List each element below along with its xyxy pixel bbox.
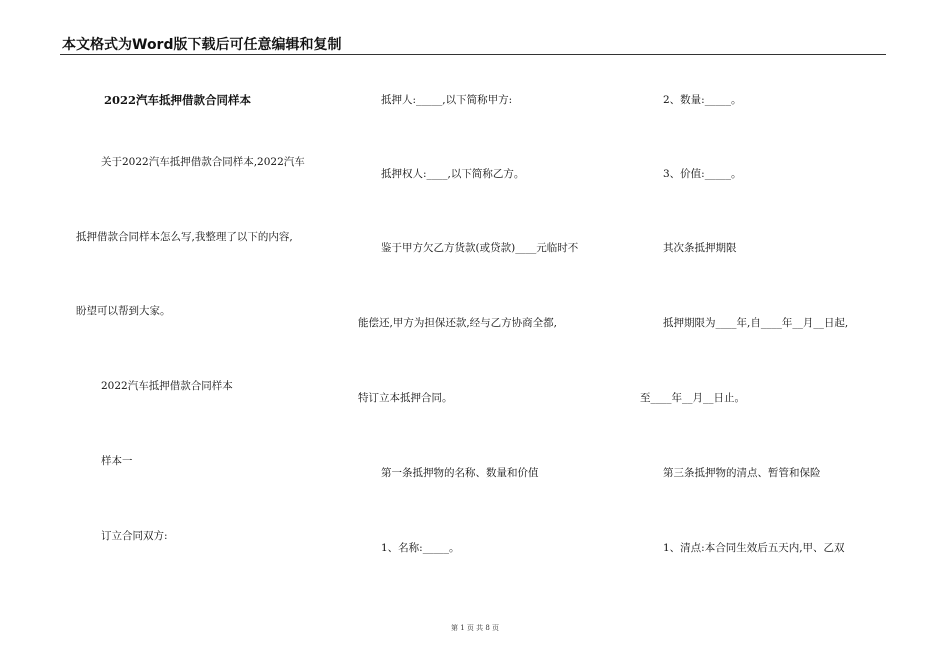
left-line-subtitle: 2022汽车抵押借款合同样本 bbox=[101, 380, 233, 392]
left-line-intro-1: 关于2022汽车抵押借款合同样本,2022汽车 bbox=[101, 156, 305, 168]
right-line-inventory: 1、清点:本合同生效后五天内,甲、乙双 bbox=[663, 542, 845, 554]
middle-line-mortgagor: 抵押人:_____,以下简称甲方: bbox=[381, 94, 513, 106]
middle-line-whereas-3: 特订立本抵押合同。 bbox=[358, 392, 453, 404]
document-title: 2022汽车抵押借款合同样本 bbox=[104, 93, 252, 107]
right-line-term-1: 抵押期限为____年,自____年__月__日起, bbox=[663, 317, 849, 329]
left-line-parties: 订立合同双方: bbox=[101, 530, 168, 542]
header-rule bbox=[60, 54, 886, 55]
left-line-intro-2: 抵押借款合同样本怎么写,我整理了以下的内容, bbox=[76, 231, 293, 243]
middle-line-item-name: 1、名称:_____。 bbox=[381, 542, 460, 554]
left-line-sample: 样本一 bbox=[101, 455, 133, 467]
middle-line-whereas-2: 能偿还,甲方为担保还款,经与乙方协商全都, bbox=[358, 317, 558, 329]
right-line-article-2: 其次条抵押期限 bbox=[663, 242, 737, 254]
right-line-value: 3、价值:_____。 bbox=[663, 168, 742, 180]
middle-line-whereas-1: 鉴于甲方欠乙方货款(或贷款)____元临时不 bbox=[381, 242, 579, 254]
middle-line-mortgagee: 抵押权人:____,以下简称乙方。 bbox=[381, 168, 525, 180]
page-footer: 第 1 页 共 8 页 bbox=[450, 624, 500, 632]
right-line-article-3: 第三条抵押物的清点、暂管和保险 bbox=[663, 467, 821, 479]
middle-line-article-1: 第一条抵押物的名称、数量和价值 bbox=[381, 467, 539, 479]
right-line-quantity: 2、数量:_____。 bbox=[663, 94, 742, 106]
left-line-intro-3: 盼望可以帮到大家。 bbox=[76, 305, 171, 317]
right-line-term-2: 至____年__月__日止。 bbox=[640, 392, 745, 404]
document-header: 本文格式为Word版下载后可任意编辑和复制 bbox=[62, 37, 342, 53]
